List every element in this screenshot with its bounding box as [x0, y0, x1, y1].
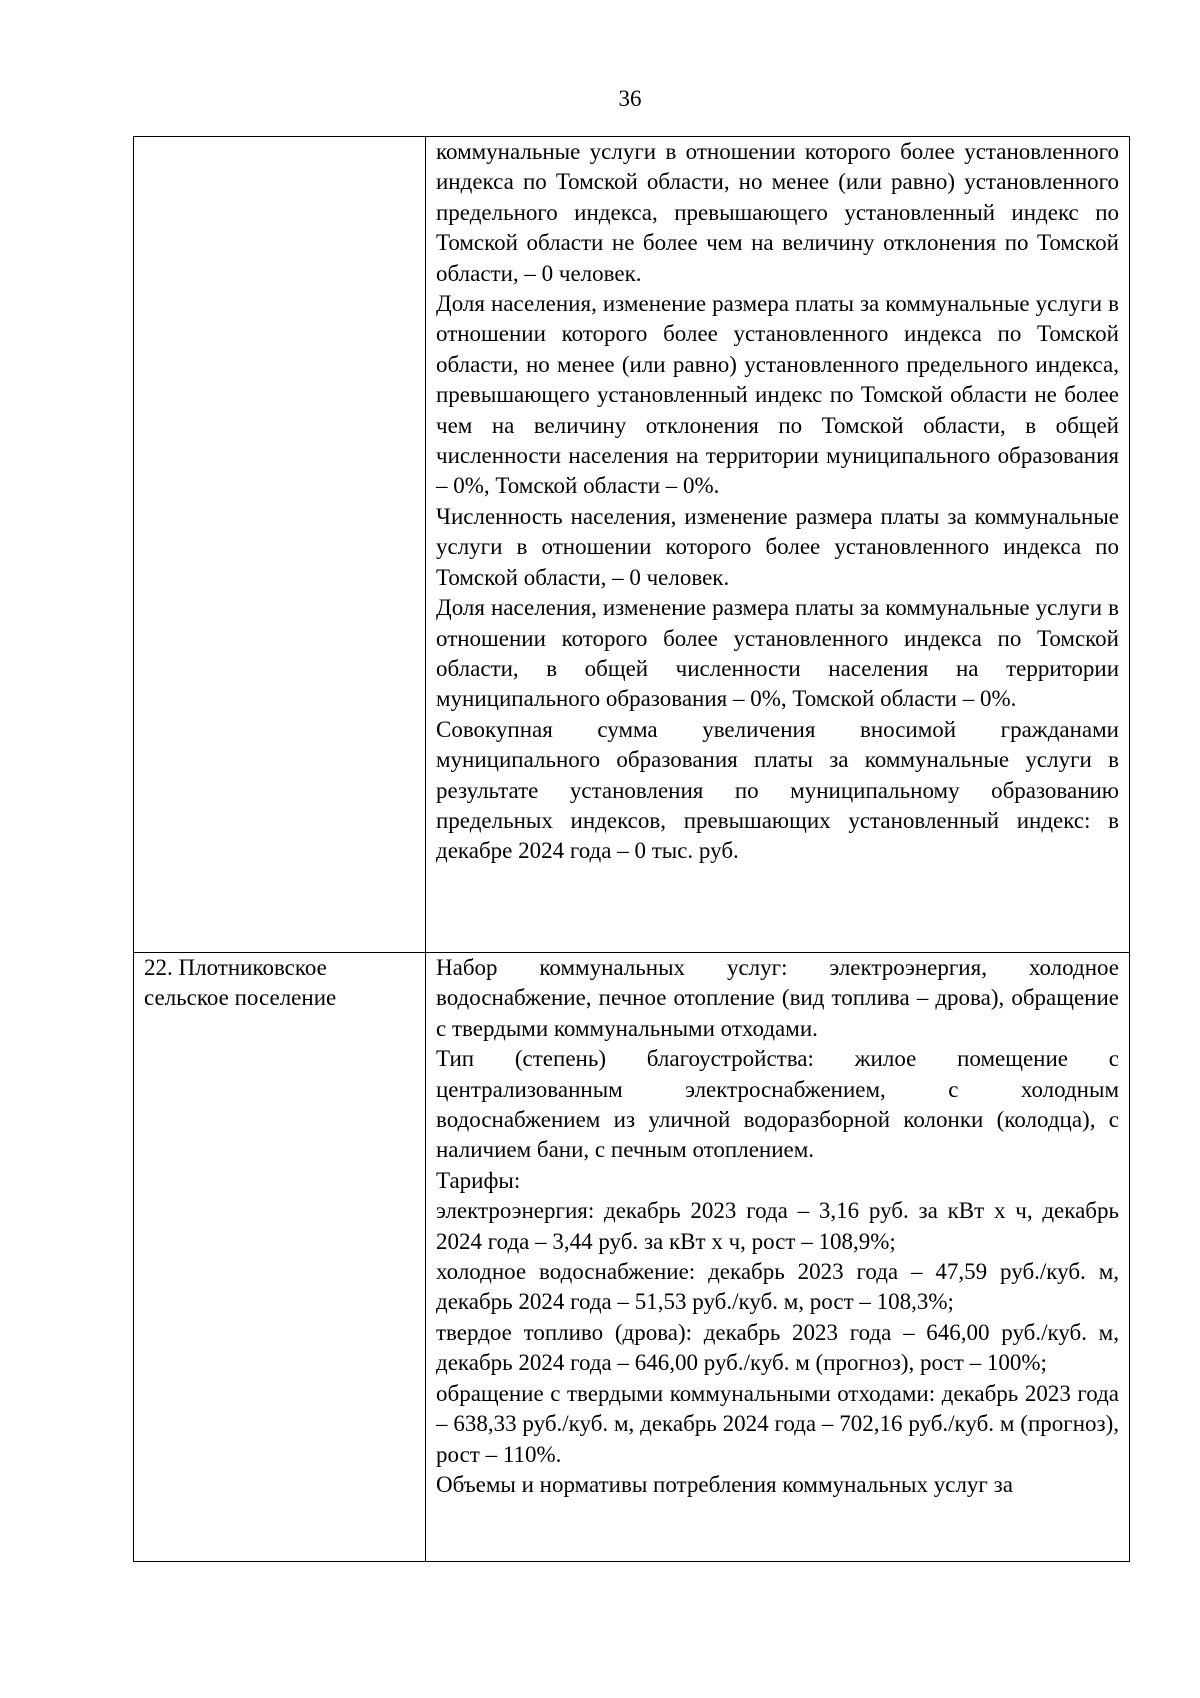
table-row — [134, 137, 1130, 953]
paragraph: Тарифы: — [436, 1167, 521, 1193]
paragraph: твердое топливо (дрова): декабрь 2023 года – 646,00 руб./куб. м, декабрь 2024 года – 646,00 руб./куб. м (прогноз), рост – 100%; — [436, 1319, 1119, 1376]
paragraph: Набор коммунальных услуг: электроэнергия, холодное водоснабжение, печное отопление (вид топлива – дрова), обращение с твердыми коммунальными отходами. — [436, 955, 1119, 1041]
description-cell — [426, 137, 1130, 953]
description-cell — [426, 953, 1130, 1562]
paragraph: Совокупная сумма увеличения вносимой гражданами муниципального образования платы за коммунальные услуги в результате установления по муниципальному образованию предельных индексов, превышающих установленный индекс: в декабре 2024 года – 0 тыс. руб. — [436, 716, 1119, 864]
paragraph: Доля населения, изменение размера платы за коммунальные услуги в отношении которого более установленного индекса по Томской области, но менее (или равно) установленного предельного индекса, превышающего установленный индекс по Томской области не более чем на величину отклонения по Томской области, в общей численности населения на территории муниципального образования – 0%, Томской области – 0%. — [436, 291, 1119, 499]
municipality-name-cell: 22. Плотниковское сельское поселение — [134, 953, 426, 1562]
municipality-name-cell — [134, 137, 426, 953]
paragraph: Численность населения, изменение размера платы за коммунальные услуги в отношении которого более установленного индекса по Томской области, – 0 человек. — [436, 503, 1119, 590]
paragraph: Тип (степень) благоустройства: жилое помещение с централизованным электроснабжением, с холодным водоснабжением из уличной водоразборной колонки (колодца), с наличием бани, с печным отоплением. — [436, 1046, 1119, 1163]
municipality-table — [133, 136, 1130, 1562]
page-number: 36 — [618, 86, 642, 111]
paragraph: коммунальные услуги в отношении которого более установленного индекса по Томской области, но менее (или равно) установленного предельного индекса, превышающего установленный индекс по Томской области не более чем на величину отклонения по Томской области, – 0 человек. — [436, 139, 1119, 286]
paragraph: Доля населения, изменение размера платы за коммунальные услуги в отношении которого более установленного индекса по Томской области, в общей численности населения на территории муниципального образования – 0%, Томской области – 0%. — [436, 595, 1119, 712]
paragraph: обращение с твердыми коммунальными отходами: декабрь 2023 года – 638,33 руб./куб. м, декабрь 2024 года – 702,16 руб./куб. м (прогноз), рост – 110%. — [436, 1380, 1119, 1467]
table-row — [134, 953, 1130, 1562]
paragraph: электроэнергия: декабрь 2023 года – 3,16 руб. за кВт х ч, декабрь 2024 года – 3,44 руб. за кВт х ч, рост – 108,9%; — [436, 1198, 1119, 1254]
paragraph: холодное водоснабжение: декабрь 2023 года – 47,59 руб./куб. м, декабрь 2024 года – 51,53 руб./куб. м, рост – 108,3%; — [436, 1259, 1119, 1315]
paragraph: Объемы и нормативы потребления коммунальных услуг за — [436, 1471, 1013, 1497]
